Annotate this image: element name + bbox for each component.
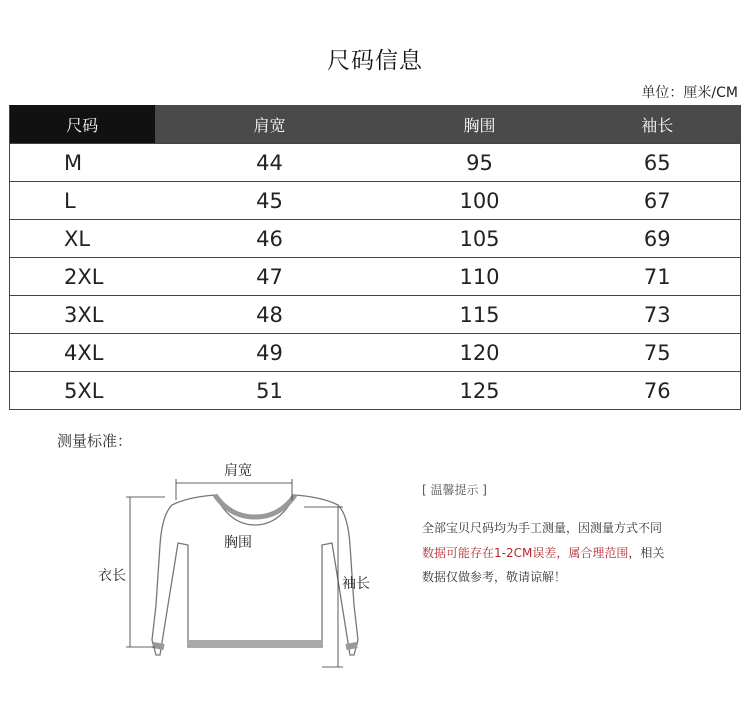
cell-shoulder: 46 [155, 220, 385, 258]
header-chest: 胸围 [385, 105, 575, 144]
cell-sleeve: 76 [575, 372, 741, 410]
cell-sleeve: 67 [575, 182, 741, 220]
cell-sleeve: 71 [575, 258, 741, 296]
cell-sleeve: 65 [575, 144, 741, 182]
tip-heading: [ 温馨提示 ] [422, 483, 487, 497]
cell-sleeve: 69 [575, 220, 741, 258]
shoulder-label: 肩宽 [224, 463, 252, 479]
size-table [9, 105, 741, 410]
cell-size: 3XL [10, 296, 155, 334]
header-size: 尺码 [10, 105, 155, 144]
table-row [10, 372, 741, 410]
tip-line-2-rest: ，相关 [628, 546, 665, 560]
cell-chest: 110 [385, 258, 575, 296]
table-row [10, 258, 741, 296]
length-label: 衣长 [98, 568, 126, 584]
table-row [10, 182, 741, 220]
cell-shoulder: 45 [155, 182, 385, 220]
header-sleeve: 袖长 [575, 105, 741, 144]
cell-chest: 115 [385, 296, 575, 334]
cell-size: XL [10, 220, 155, 258]
sweater-outline [152, 495, 358, 655]
sleeve-label: 袖长 [342, 576, 370, 592]
unit-label: 单位：厘米/CM [641, 85, 738, 101]
tip-line-2-red: 数据可能存在1-2CM误差，属合理范围 [422, 546, 629, 560]
cell-shoulder: 49 [155, 334, 385, 372]
tip-line-3: 数据仅做参考，敬请谅解！ [422, 570, 567, 584]
cell-shoulder: 51 [155, 372, 385, 410]
cell-shoulder: 48 [155, 296, 385, 334]
cell-chest: 100 [385, 182, 575, 220]
page-title: 尺码信息 [327, 48, 423, 74]
cell-size: 4XL [10, 334, 155, 372]
table-row [10, 144, 741, 182]
cell-shoulder: 47 [155, 258, 385, 296]
measure-heading: 测量标准： [57, 432, 133, 450]
cell-sleeve: 75 [575, 334, 741, 372]
cell-size: M [10, 144, 155, 182]
chest-label: 胸围 [224, 535, 252, 551]
table-row [10, 220, 741, 258]
cell-chest: 105 [385, 220, 575, 258]
table-row [10, 296, 741, 334]
cell-chest: 125 [385, 372, 575, 410]
table-header-row [10, 105, 741, 144]
sweater-diagram [90, 455, 410, 690]
cell-shoulder: 44 [155, 144, 385, 182]
cell-size: 5XL [10, 372, 155, 410]
cell-chest: 95 [385, 144, 575, 182]
cell-chest: 120 [385, 334, 575, 372]
tip-line-2 [422, 544, 664, 561]
cell-sleeve: 73 [575, 296, 741, 334]
table-row [10, 334, 741, 372]
header-shoulder: 肩宽 [155, 105, 385, 144]
tip-line-1: 全部宝贝尺码均为手工测量，因测量方式不同 [422, 521, 663, 535]
cell-size: 2XL [10, 258, 155, 296]
cell-size: L [10, 182, 155, 220]
